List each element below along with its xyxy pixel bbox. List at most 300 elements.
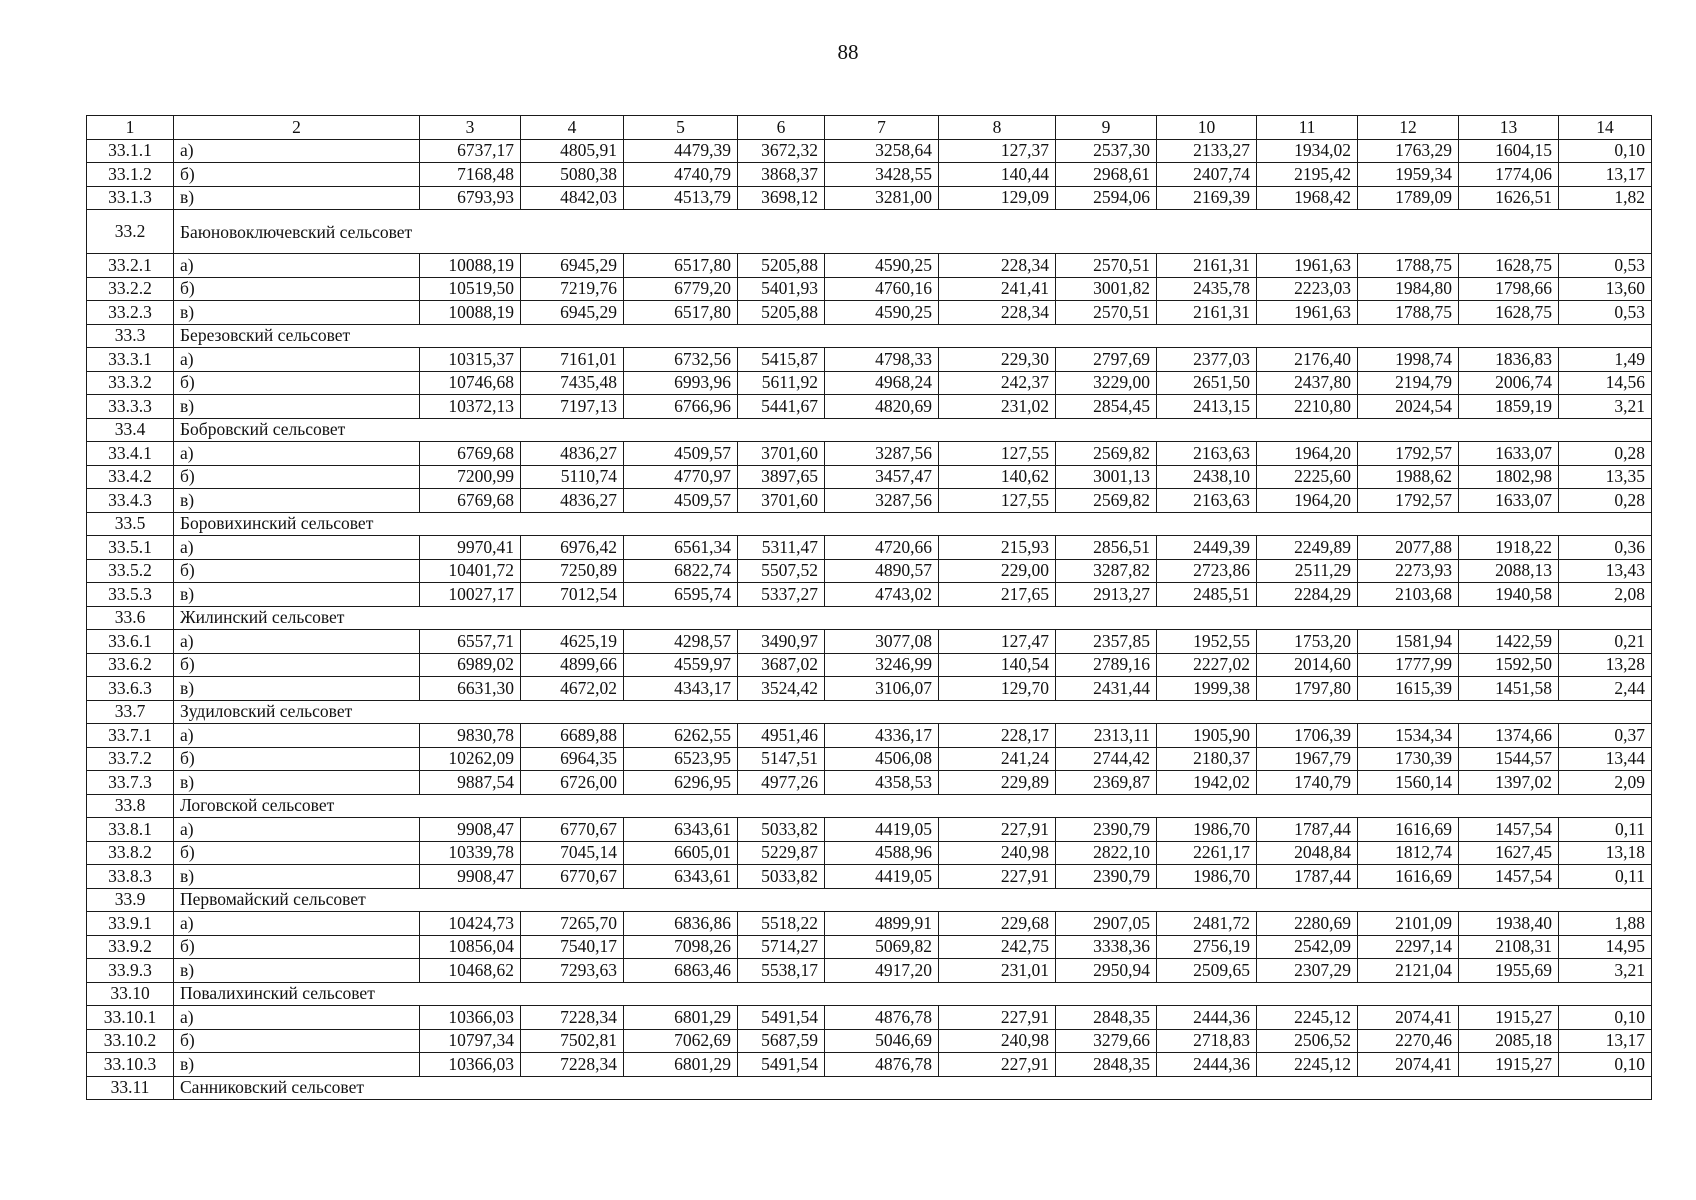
value-cell: 140,54 bbox=[939, 653, 1056, 677]
value-cell: 6770,67 bbox=[521, 818, 624, 842]
table-row bbox=[87, 865, 1652, 889]
value-cell: 2014,60 bbox=[1257, 653, 1358, 677]
value-cell: 2907,05 bbox=[1056, 912, 1157, 936]
value-cell: 3698,12 bbox=[738, 186, 825, 210]
value-cell: 5080,38 bbox=[521, 163, 624, 187]
row-code: 33.5.2 bbox=[87, 559, 174, 583]
value-cell: 227,91 bbox=[939, 865, 1056, 889]
value-cell: 231,02 bbox=[939, 395, 1056, 419]
value-cell: 2444,36 bbox=[1157, 1006, 1257, 1030]
value-cell: 2438,10 bbox=[1157, 465, 1257, 489]
value-cell: 2369,87 bbox=[1056, 771, 1157, 795]
value-cell: 9887,54 bbox=[420, 771, 521, 795]
table-row bbox=[87, 139, 1652, 163]
value-cell: 1544,57 bbox=[1459, 747, 1559, 771]
value-cell: 5147,51 bbox=[738, 747, 825, 771]
value-cell: 2,09 bbox=[1559, 771, 1652, 795]
value-cell: 5110,74 bbox=[521, 465, 624, 489]
value-cell: 1986,70 bbox=[1157, 865, 1257, 889]
table-row bbox=[87, 186, 1652, 210]
value-cell: 1812,74 bbox=[1358, 841, 1459, 865]
value-cell: 6517,80 bbox=[624, 254, 738, 278]
value-cell: 242,75 bbox=[939, 935, 1056, 959]
value-cell: 10366,03 bbox=[420, 1006, 521, 1030]
value-cell: 9830,78 bbox=[420, 724, 521, 748]
row-label: б) bbox=[174, 465, 420, 489]
value-cell: 7168,48 bbox=[420, 163, 521, 187]
value-cell: 6836,86 bbox=[624, 912, 738, 936]
value-cell: 241,24 bbox=[939, 747, 1056, 771]
value-cell: 10088,19 bbox=[420, 254, 521, 278]
value-cell: 10468,62 bbox=[420, 959, 521, 983]
value-cell: 10366,03 bbox=[420, 1053, 521, 1077]
row-code: 33.2 bbox=[87, 210, 174, 254]
value-cell: 4590,25 bbox=[825, 301, 939, 325]
value-cell: 6732,56 bbox=[624, 348, 738, 372]
value-cell: 2227,02 bbox=[1157, 653, 1257, 677]
table-body bbox=[87, 116, 1652, 1100]
value-cell: 3490,97 bbox=[738, 630, 825, 654]
value-cell: 6801,29 bbox=[624, 1006, 738, 1030]
value-cell: 0,10 bbox=[1559, 1053, 1652, 1077]
value-cell: 2594,06 bbox=[1056, 186, 1157, 210]
value-cell: 1836,83 bbox=[1459, 348, 1559, 372]
row-label: б) bbox=[174, 371, 420, 395]
value-cell: 2180,37 bbox=[1157, 747, 1257, 771]
value-cell: 2194,79 bbox=[1358, 371, 1459, 395]
value-cell: 6989,02 bbox=[420, 653, 521, 677]
value-cell: 1763,29 bbox=[1358, 139, 1459, 163]
value-cell: 227,91 bbox=[939, 1006, 1056, 1030]
value-cell: 1457,54 bbox=[1459, 865, 1559, 889]
value-cell: 5069,82 bbox=[825, 935, 939, 959]
value-cell: 3287,56 bbox=[825, 489, 939, 513]
value-cell: 1627,45 bbox=[1459, 841, 1559, 865]
row-code: 33.7.3 bbox=[87, 771, 174, 795]
value-cell: 2270,46 bbox=[1358, 1029, 1459, 1053]
value-cell: 2161,31 bbox=[1157, 301, 1257, 325]
value-cell: 127,55 bbox=[939, 489, 1056, 513]
value-cell: 1787,44 bbox=[1257, 865, 1358, 889]
table-row bbox=[87, 653, 1652, 677]
row-label: б) bbox=[174, 935, 420, 959]
value-cell: 1859,19 bbox=[1459, 395, 1559, 419]
section-name: Зудиловский сельсовет bbox=[174, 700, 1652, 724]
value-cell: 2210,80 bbox=[1257, 395, 1358, 419]
value-cell: 2074,41 bbox=[1358, 1053, 1459, 1077]
value-cell: 6296,95 bbox=[624, 771, 738, 795]
section-row bbox=[87, 700, 1652, 724]
section-row bbox=[87, 982, 1652, 1006]
value-cell: 6561,34 bbox=[624, 536, 738, 560]
row-code: 33.3 bbox=[87, 324, 174, 348]
value-cell: 4743,02 bbox=[825, 583, 939, 607]
value-cell: 1777,99 bbox=[1358, 653, 1459, 677]
value-cell: 4419,05 bbox=[825, 865, 939, 889]
value-cell: 2569,82 bbox=[1056, 489, 1157, 513]
value-cell: 2756,19 bbox=[1157, 935, 1257, 959]
value-cell: 4836,27 bbox=[521, 489, 624, 513]
value-cell: 3,21 bbox=[1559, 395, 1652, 419]
value-cell: 3281,00 bbox=[825, 186, 939, 210]
row-code: 33.10.2 bbox=[87, 1029, 174, 1053]
value-cell: 2481,72 bbox=[1157, 912, 1257, 936]
value-cell: 242,37 bbox=[939, 371, 1056, 395]
column-header: 8 bbox=[939, 116, 1056, 140]
value-cell: 10262,09 bbox=[420, 747, 521, 771]
value-cell: 4625,19 bbox=[521, 630, 624, 654]
value-cell: 6993,96 bbox=[624, 371, 738, 395]
value-cell: 1592,50 bbox=[1459, 653, 1559, 677]
value-cell: 2085,18 bbox=[1459, 1029, 1559, 1053]
table-row bbox=[87, 818, 1652, 842]
value-cell: 0,53 bbox=[1559, 301, 1652, 325]
value-cell: 2313,11 bbox=[1056, 724, 1157, 748]
value-cell: 2968,61 bbox=[1056, 163, 1157, 187]
value-cell: 4343,17 bbox=[624, 677, 738, 701]
value-cell: 6779,20 bbox=[624, 277, 738, 301]
value-cell: 3701,60 bbox=[738, 489, 825, 513]
value-cell: 4419,05 bbox=[825, 818, 939, 842]
value-cell: 140,44 bbox=[939, 163, 1056, 187]
row-code: 33.8.1 bbox=[87, 818, 174, 842]
value-cell: 6262,55 bbox=[624, 724, 738, 748]
section-name: Березовский сельсовет bbox=[174, 324, 1652, 348]
value-cell: 4588,96 bbox=[825, 841, 939, 865]
value-cell: 228,17 bbox=[939, 724, 1056, 748]
value-cell: 1374,66 bbox=[1459, 724, 1559, 748]
value-cell: 1628,75 bbox=[1459, 301, 1559, 325]
value-cell: 240,98 bbox=[939, 841, 1056, 865]
row-label: в) bbox=[174, 395, 420, 419]
value-cell: 1397,02 bbox=[1459, 771, 1559, 795]
value-cell: 7228,34 bbox=[521, 1053, 624, 1077]
value-cell: 1,49 bbox=[1559, 348, 1652, 372]
value-cell: 6863,46 bbox=[624, 959, 738, 983]
value-cell: 6822,74 bbox=[624, 559, 738, 583]
value-cell: 228,34 bbox=[939, 301, 1056, 325]
value-cell: 2176,40 bbox=[1257, 348, 1358, 372]
table-row bbox=[87, 841, 1652, 865]
value-cell: 1967,79 bbox=[1257, 747, 1358, 771]
value-cell: 2249,89 bbox=[1257, 536, 1358, 560]
row-code: 33.3.3 bbox=[87, 395, 174, 419]
value-cell: 4513,79 bbox=[624, 186, 738, 210]
value-cell: 6631,30 bbox=[420, 677, 521, 701]
row-label: а) bbox=[174, 139, 420, 163]
table-row bbox=[87, 959, 1652, 983]
value-cell: 229,30 bbox=[939, 348, 1056, 372]
value-cell: 4842,03 bbox=[521, 186, 624, 210]
value-cell: 10746,68 bbox=[420, 371, 521, 395]
value-cell: 2261,17 bbox=[1157, 841, 1257, 865]
value-cell: 2570,51 bbox=[1056, 301, 1157, 325]
value-cell: 9970,41 bbox=[420, 536, 521, 560]
column-header: 2 bbox=[174, 116, 420, 140]
value-cell: 2,08 bbox=[1559, 583, 1652, 607]
value-cell: 7293,63 bbox=[521, 959, 624, 983]
row-code: 33.9.1 bbox=[87, 912, 174, 936]
table-row bbox=[87, 465, 1652, 489]
value-cell: 1964,20 bbox=[1257, 442, 1358, 466]
column-header: 14 bbox=[1559, 116, 1652, 140]
value-cell: 2407,74 bbox=[1157, 163, 1257, 187]
section-name: Боровихинский сельсовет bbox=[174, 512, 1652, 536]
value-cell: 6770,67 bbox=[521, 865, 624, 889]
value-cell: 7502,81 bbox=[521, 1029, 624, 1053]
value-cell: 1633,07 bbox=[1459, 489, 1559, 513]
row-label: в) bbox=[174, 583, 420, 607]
value-cell: 1740,79 bbox=[1257, 771, 1358, 795]
value-cell: 2284,29 bbox=[1257, 583, 1358, 607]
value-cell: 1968,42 bbox=[1257, 186, 1358, 210]
value-cell: 3077,08 bbox=[825, 630, 939, 654]
value-cell: 1797,80 bbox=[1257, 677, 1358, 701]
value-cell: 5687,59 bbox=[738, 1029, 825, 1053]
value-cell: 2006,74 bbox=[1459, 371, 1559, 395]
value-cell: 228,34 bbox=[939, 254, 1056, 278]
value-cell: 6605,01 bbox=[624, 841, 738, 865]
value-cell: 1787,44 bbox=[1257, 818, 1358, 842]
value-cell: 4336,17 bbox=[825, 724, 939, 748]
row-label: в) bbox=[174, 677, 420, 701]
value-cell: 5205,88 bbox=[738, 254, 825, 278]
value-cell: 5033,82 bbox=[738, 865, 825, 889]
value-cell: 2307,29 bbox=[1257, 959, 1358, 983]
row-label: б) bbox=[174, 277, 420, 301]
value-cell: 2390,79 bbox=[1056, 818, 1157, 842]
value-cell: 10315,37 bbox=[420, 348, 521, 372]
value-cell: 1451,58 bbox=[1459, 677, 1559, 701]
section-row bbox=[87, 888, 1652, 912]
value-cell: 229,68 bbox=[939, 912, 1056, 936]
value-cell: 1560,14 bbox=[1358, 771, 1459, 795]
value-cell: 2088,13 bbox=[1459, 559, 1559, 583]
row-code: 33.4 bbox=[87, 418, 174, 442]
value-cell: 13,43 bbox=[1559, 559, 1652, 583]
value-cell: 14,56 bbox=[1559, 371, 1652, 395]
value-cell: 4770,97 bbox=[624, 465, 738, 489]
value-cell: 3229,00 bbox=[1056, 371, 1157, 395]
row-label: а) bbox=[174, 254, 420, 278]
value-cell: 2856,51 bbox=[1056, 536, 1157, 560]
value-cell: 2195,42 bbox=[1257, 163, 1358, 187]
value-cell: 1753,20 bbox=[1257, 630, 1358, 654]
row-code: 33.7 bbox=[87, 700, 174, 724]
column-header: 7 bbox=[825, 116, 939, 140]
value-cell: 1905,90 bbox=[1157, 724, 1257, 748]
row-code: 33.2.2 bbox=[87, 277, 174, 301]
row-code: 33.2.3 bbox=[87, 301, 174, 325]
table-row bbox=[87, 536, 1652, 560]
column-header: 12 bbox=[1358, 116, 1459, 140]
value-cell: 6343,61 bbox=[624, 865, 738, 889]
value-cell: 10027,17 bbox=[420, 583, 521, 607]
value-cell: 13,35 bbox=[1559, 465, 1652, 489]
value-cell: 7540,17 bbox=[521, 935, 624, 959]
value-cell: 7161,01 bbox=[521, 348, 624, 372]
value-cell: 140,62 bbox=[939, 465, 1056, 489]
row-code: 33.5.1 bbox=[87, 536, 174, 560]
section-name: Баюновоключевский сельсовет bbox=[174, 210, 1652, 254]
table-row bbox=[87, 348, 1652, 372]
value-cell: 1534,34 bbox=[1358, 724, 1459, 748]
value-cell: 1616,69 bbox=[1358, 818, 1459, 842]
row-code: 33.3.2 bbox=[87, 371, 174, 395]
section-name: Бобровский сельсовет bbox=[174, 418, 1652, 442]
row-code: 33.1.3 bbox=[87, 186, 174, 210]
table-row bbox=[87, 1029, 1652, 1053]
value-cell: 227,91 bbox=[939, 1053, 1056, 1077]
value-cell: 6737,17 bbox=[420, 139, 521, 163]
value-cell: 7098,26 bbox=[624, 935, 738, 959]
value-cell: 6769,68 bbox=[420, 489, 521, 513]
row-label: б) bbox=[174, 163, 420, 187]
value-cell: 7045,14 bbox=[521, 841, 624, 865]
value-cell: 4358,53 bbox=[825, 771, 939, 795]
section-row bbox=[87, 418, 1652, 442]
section-name: Первомайский сельсовет bbox=[174, 888, 1652, 912]
value-cell: 2744,42 bbox=[1056, 747, 1157, 771]
value-cell: 5714,27 bbox=[738, 935, 825, 959]
row-code: 33.7.1 bbox=[87, 724, 174, 748]
table-row bbox=[87, 371, 1652, 395]
table-row bbox=[87, 163, 1652, 187]
row-label: а) bbox=[174, 912, 420, 936]
value-cell: 5415,87 bbox=[738, 348, 825, 372]
table-row bbox=[87, 489, 1652, 513]
value-cell: 2848,35 bbox=[1056, 1053, 1157, 1077]
value-cell: 2569,82 bbox=[1056, 442, 1157, 466]
row-label: в) bbox=[174, 771, 420, 795]
value-cell: 3868,37 bbox=[738, 163, 825, 187]
value-cell: 6801,29 bbox=[624, 1053, 738, 1077]
table-row bbox=[87, 301, 1652, 325]
value-cell: 5046,69 bbox=[825, 1029, 939, 1053]
value-cell: 129,09 bbox=[939, 186, 1056, 210]
value-cell: 6945,29 bbox=[521, 301, 624, 325]
value-cell: 1,82 bbox=[1559, 186, 1652, 210]
row-code: 33.4.1 bbox=[87, 442, 174, 466]
value-cell: 4298,57 bbox=[624, 630, 738, 654]
column-header: 11 bbox=[1257, 116, 1358, 140]
value-cell: 1788,75 bbox=[1358, 254, 1459, 278]
value-cell: 215,93 bbox=[939, 536, 1056, 560]
value-cell: 3246,99 bbox=[825, 653, 939, 677]
row-label: а) bbox=[174, 348, 420, 372]
row-code: 33.10 bbox=[87, 982, 174, 1006]
value-cell: 2570,51 bbox=[1056, 254, 1157, 278]
value-cell: 2485,51 bbox=[1157, 583, 1257, 607]
row-code: 33.11 bbox=[87, 1076, 174, 1100]
value-cell: 2789,16 bbox=[1056, 653, 1157, 677]
row-code: 33.9.2 bbox=[87, 935, 174, 959]
value-cell: 7062,69 bbox=[624, 1029, 738, 1053]
table-row bbox=[87, 583, 1652, 607]
value-cell: 1792,57 bbox=[1358, 442, 1459, 466]
value-cell: 1792,57 bbox=[1358, 489, 1459, 513]
value-cell: 0,11 bbox=[1559, 818, 1652, 842]
value-cell: 10797,34 bbox=[420, 1029, 521, 1053]
row-label: а) bbox=[174, 1006, 420, 1030]
value-cell: 5401,93 bbox=[738, 277, 825, 301]
table-row bbox=[87, 442, 1652, 466]
value-cell: 6726,00 bbox=[521, 771, 624, 795]
value-cell: 2723,86 bbox=[1157, 559, 1257, 583]
row-label: в) bbox=[174, 959, 420, 983]
value-cell: 4506,08 bbox=[825, 747, 939, 771]
value-cell: 4977,26 bbox=[738, 771, 825, 795]
row-label: в) bbox=[174, 301, 420, 325]
row-label: а) bbox=[174, 442, 420, 466]
value-cell: 2280,69 bbox=[1257, 912, 1358, 936]
value-cell: 4720,66 bbox=[825, 536, 939, 560]
row-label: б) bbox=[174, 559, 420, 583]
value-cell: 4805,91 bbox=[521, 139, 624, 163]
row-code: 33.5.3 bbox=[87, 583, 174, 607]
value-cell: 1802,98 bbox=[1459, 465, 1559, 489]
value-cell: 2950,94 bbox=[1056, 959, 1157, 983]
row-code: 33.2.1 bbox=[87, 254, 174, 278]
value-cell: 4760,16 bbox=[825, 277, 939, 301]
data-table bbox=[86, 115, 1652, 1100]
value-cell: 4509,57 bbox=[624, 442, 738, 466]
value-cell: 2413,15 bbox=[1157, 395, 1257, 419]
row-code: 33.4.3 bbox=[87, 489, 174, 513]
value-cell: 1628,75 bbox=[1459, 254, 1559, 278]
value-cell: 1730,39 bbox=[1358, 747, 1459, 771]
value-cell: 2509,65 bbox=[1157, 959, 1257, 983]
value-cell: 3428,55 bbox=[825, 163, 939, 187]
value-cell: 2449,39 bbox=[1157, 536, 1257, 560]
value-cell: 1,88 bbox=[1559, 912, 1652, 936]
value-cell: 4876,78 bbox=[825, 1006, 939, 1030]
value-cell: 2245,12 bbox=[1257, 1006, 1358, 1030]
column-header: 13 bbox=[1459, 116, 1559, 140]
value-cell: 2163,63 bbox=[1157, 489, 1257, 513]
table-row bbox=[87, 912, 1652, 936]
row-code: 33.4.2 bbox=[87, 465, 174, 489]
value-cell: 2077,88 bbox=[1358, 536, 1459, 560]
row-label: в) bbox=[174, 186, 420, 210]
row-code: 33.9.3 bbox=[87, 959, 174, 983]
column-header: 9 bbox=[1056, 116, 1157, 140]
value-cell: 5538,17 bbox=[738, 959, 825, 983]
value-cell: 0,21 bbox=[1559, 630, 1652, 654]
value-cell: 2225,60 bbox=[1257, 465, 1358, 489]
value-cell: 1940,58 bbox=[1459, 583, 1559, 607]
value-cell: 6689,88 bbox=[521, 724, 624, 748]
value-cell: 6343,61 bbox=[624, 818, 738, 842]
row-label: а) bbox=[174, 818, 420, 842]
value-cell: 2718,83 bbox=[1157, 1029, 1257, 1053]
value-cell: 1457,54 bbox=[1459, 818, 1559, 842]
value-cell: 7200,99 bbox=[420, 465, 521, 489]
value-cell: 0,36 bbox=[1559, 536, 1652, 560]
value-cell: 2435,78 bbox=[1157, 277, 1257, 301]
row-code: 33.1.2 bbox=[87, 163, 174, 187]
column-header: 3 bbox=[420, 116, 521, 140]
table-row bbox=[87, 559, 1652, 583]
row-code: 33.10.3 bbox=[87, 1053, 174, 1077]
value-cell: 1952,55 bbox=[1157, 630, 1257, 654]
value-cell: 0,10 bbox=[1559, 139, 1652, 163]
table-header-row bbox=[87, 116, 1652, 140]
value-cell: 2048,84 bbox=[1257, 841, 1358, 865]
value-cell: 1918,22 bbox=[1459, 536, 1559, 560]
row-label: в) bbox=[174, 489, 420, 513]
value-cell: 3897,65 bbox=[738, 465, 825, 489]
